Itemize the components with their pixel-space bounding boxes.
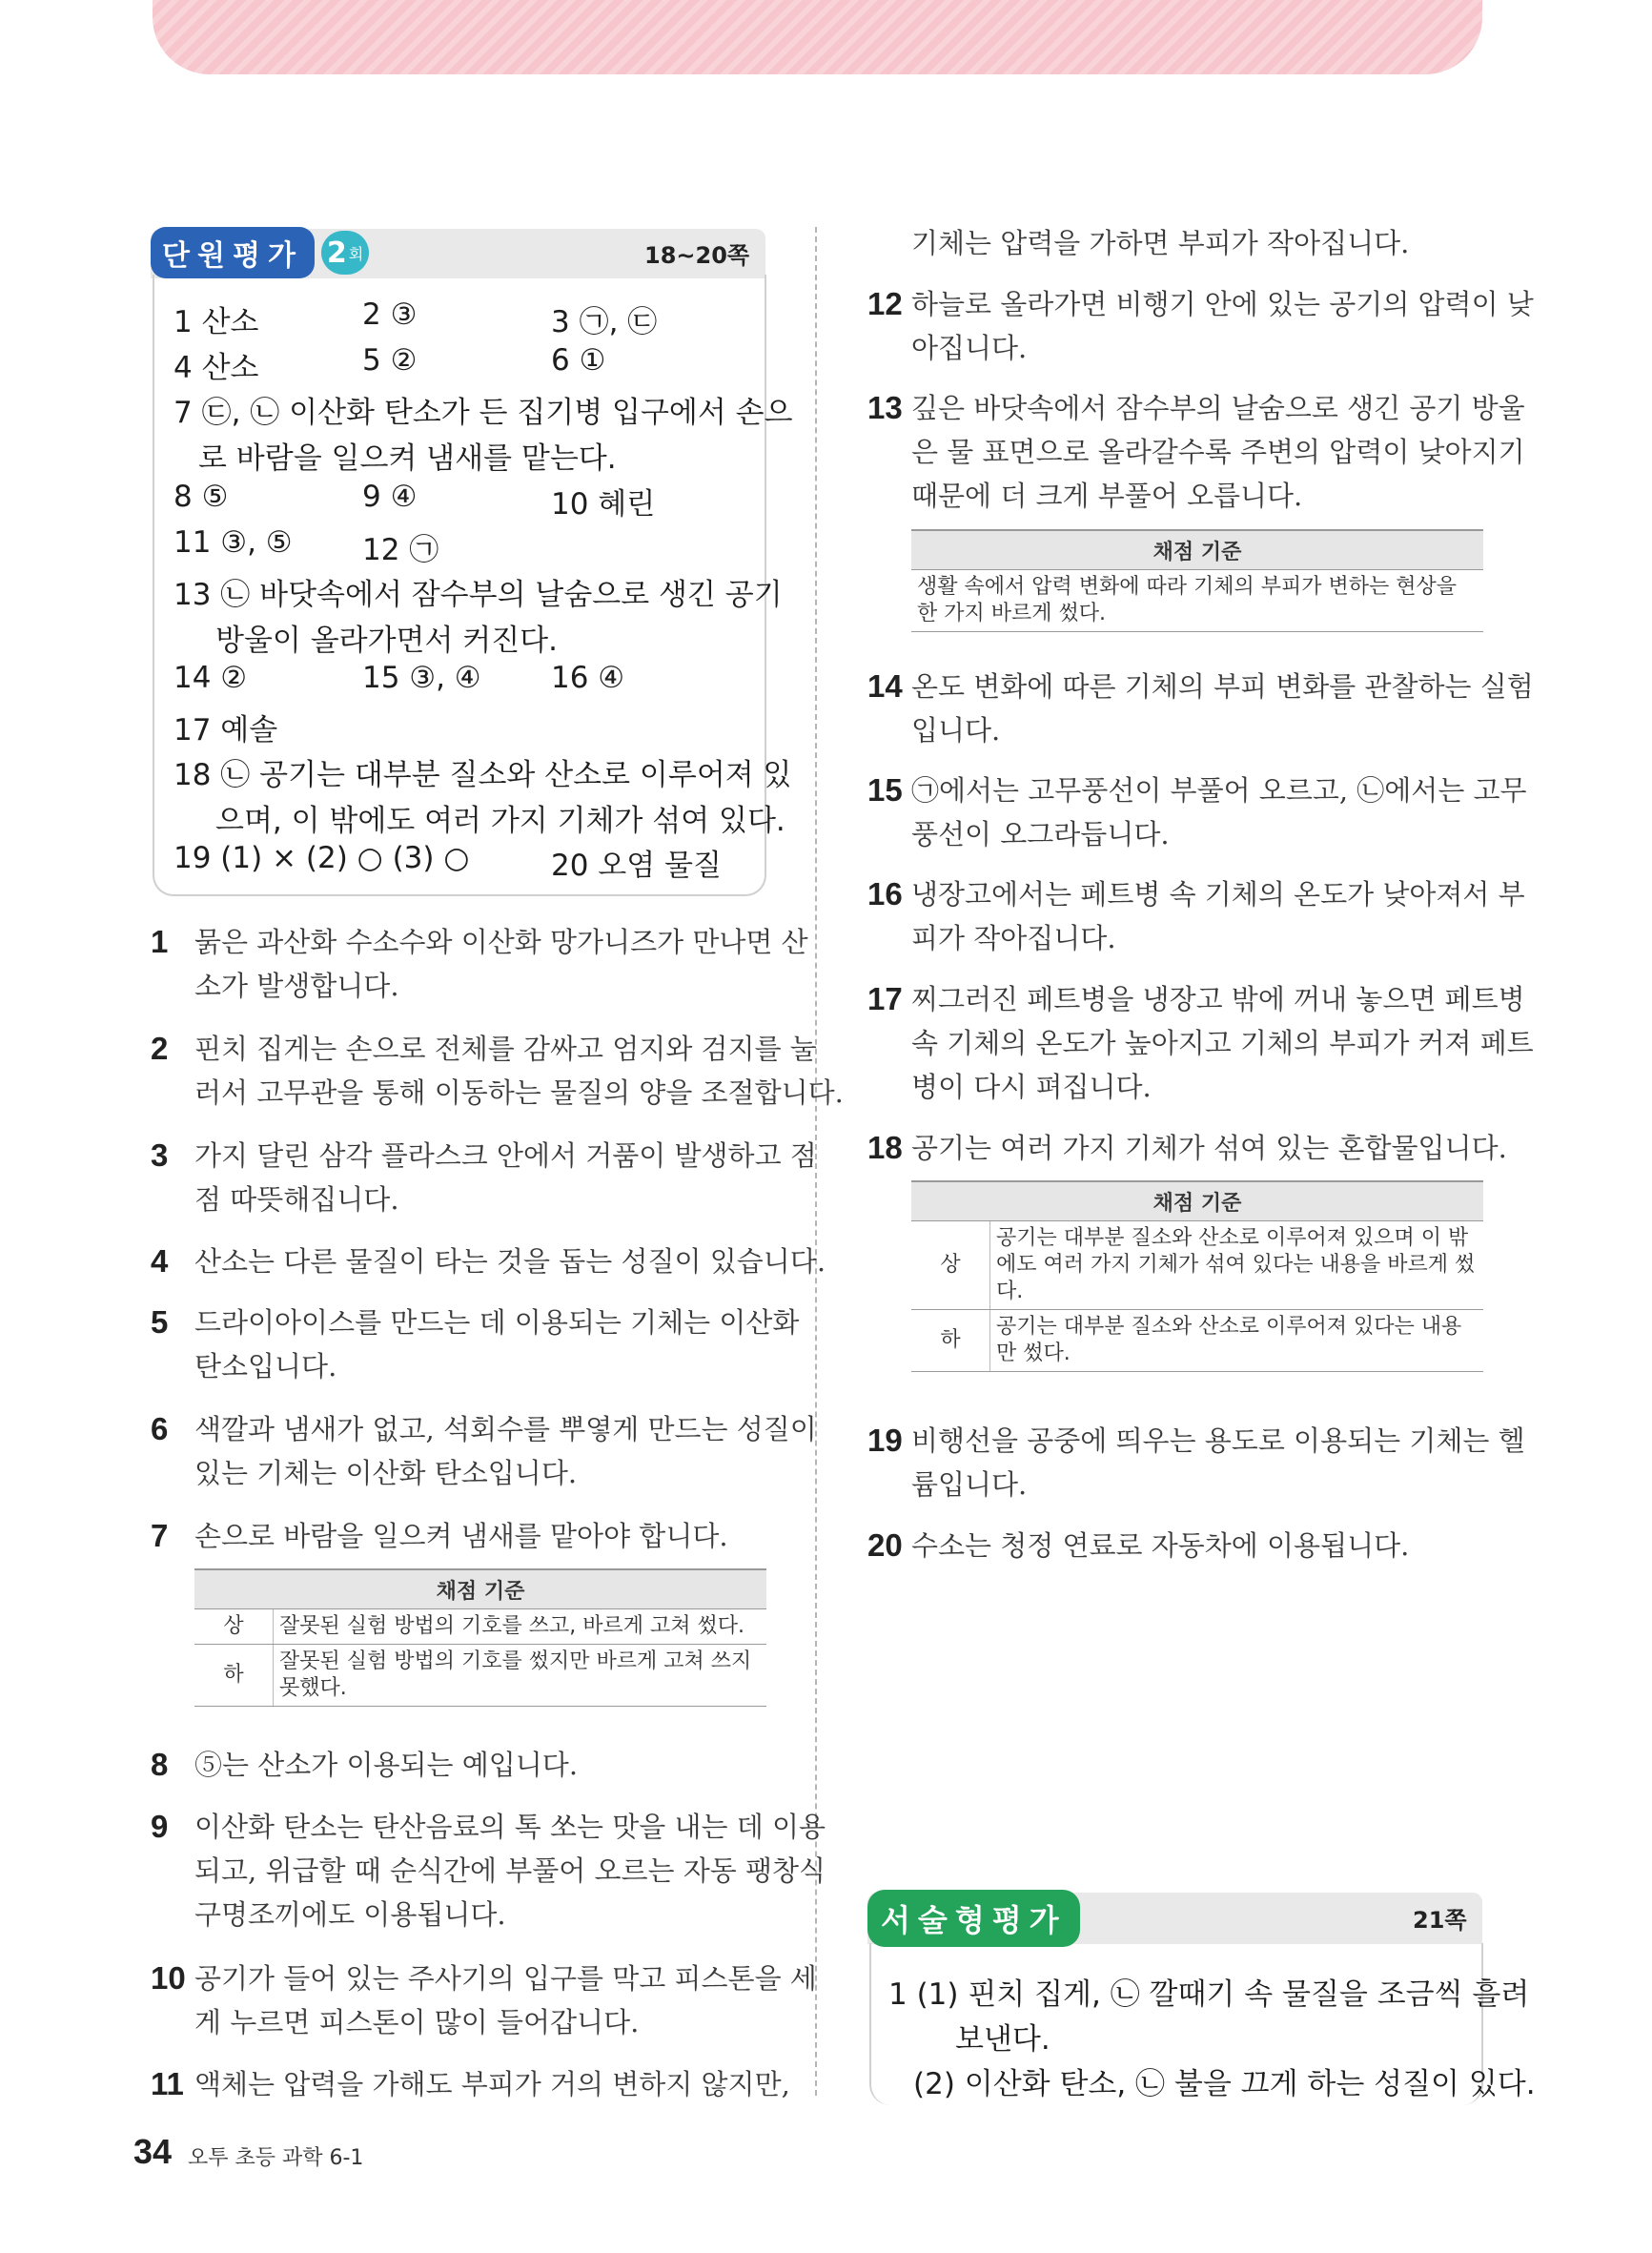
answer-7-line1: 7 ㉢, ㉡ 이산화 탄소가 든 집기병 입구에서 손으 xyxy=(173,396,793,430)
expl-line: 색깔과 냄새가 없고, 석회수를 뿌옇게 만드는 성질이 xyxy=(194,1413,817,1445)
answer-18-line2: 으며, 이 밖에도 여러 가지 기체가 섞여 있다. xyxy=(215,804,785,838)
expl-line: 공기가 들어 있는 주사기의 입구를 막고 피스톤을 세 xyxy=(194,1962,817,1995)
expl-num: 2 xyxy=(151,1031,169,1066)
answer-16: 16 ④ xyxy=(551,661,625,695)
answer-1: 1 산소 xyxy=(173,305,259,339)
page-number: 34 xyxy=(133,2132,173,2171)
book-title: 오투 초등 과학 6-1 xyxy=(188,2146,364,2170)
unit-eval-page-range: 18~20쪽 xyxy=(644,242,750,269)
table-row xyxy=(911,570,1483,632)
expl-line: 가지 달린 삼각 플라스크 안에서 거품이 발생하고 점 xyxy=(194,1139,817,1172)
expl-line: 온도 변화에 따른 기체의 부피 변화를 관찰하는 실험 xyxy=(911,670,1534,703)
essay-answer-line3: (2) 이산화 탄소, ㉡ 불을 끄게 하는 성질이 있다. xyxy=(913,2067,1536,2101)
expl-num: 11 xyxy=(151,2066,184,2101)
answer-13-line2: 방울이 올라가면서 커진다. xyxy=(215,624,558,658)
answer-14: 14 ② xyxy=(173,661,248,695)
expl-line: 기체는 압력을 가하면 부피가 작아집니다. xyxy=(911,227,1410,259)
expl-line: 되고, 위급할 때 순식간에 부풀어 오르는 자동 팽창식 xyxy=(194,1854,826,1887)
scoring-table-7 xyxy=(194,1568,766,1707)
answer-10: 10 혜린 xyxy=(551,487,656,522)
answer-13-line1: 13 ㉡ 바닷속에서 잠수부의 날숨으로 생긴 공기 xyxy=(173,578,783,612)
answer-5: 5 ② xyxy=(362,343,418,378)
expl-num: 3 xyxy=(151,1137,169,1173)
expl-num: 17 xyxy=(867,981,903,1016)
round-number: 2 xyxy=(326,236,347,270)
answer-11: 11 ③, ⑤ xyxy=(173,525,293,560)
expl-line: 풍선이 오그라듭니다. xyxy=(911,818,1170,850)
answer-18-line1: 18 ㉡ 공기는 대부분 질소와 산소로 이루어져 있 xyxy=(173,758,792,792)
expl-line: 묽은 과산화 수소수와 이산화 망가니즈가 만나면 산 xyxy=(194,926,808,958)
expl-line: 점 따뜻해집니다. xyxy=(194,1183,399,1216)
expl-line: 핀치 집게는 손으로 전체를 감싸고 엄지와 검지를 눌 xyxy=(194,1033,817,1065)
top-decorative-band xyxy=(153,0,1482,74)
expl-line: 냉장고에서는 페트병 속 기체의 온도가 낮아져서 부 xyxy=(911,878,1525,911)
criteria-cell: 잘못된 실험 방법의 기호를 쓰고, 바르게 고쳐 썼다. xyxy=(274,1609,767,1645)
expl-line: 이산화 탄소는 탄산음료의 톡 쏘는 맛을 내는 데 이용 xyxy=(194,1811,826,1843)
expl-line: 륨입니다. xyxy=(911,1468,1028,1501)
scoring-table-13 xyxy=(911,529,1483,632)
essay-answer-line2: 보낸다. xyxy=(955,2022,1050,2057)
answer-3: 3 ㉠, ㉢ xyxy=(551,305,658,339)
expl-num: 13 xyxy=(867,390,903,425)
expl-line: 찌그러진 페트병을 냉장고 밖에 꺼내 놓으면 페트병 xyxy=(911,983,1525,1015)
expl-num: 6 xyxy=(151,1411,169,1446)
answer-15: 15 ③, ④ xyxy=(362,661,481,695)
criteria-cell: 공기는 대부분 질소와 산소로 이루어져 있으며 이 밖에도 여러 가지 기체가 섞여 있다는 내용을 바르게 썼다. xyxy=(990,1221,1484,1310)
expl-num: 18 xyxy=(867,1130,903,1165)
expl-line: 아집니다. xyxy=(911,332,1028,364)
expl-line: 드라이아이스를 만드는 데 이용되는 기체는 이산화 xyxy=(194,1306,800,1339)
expl-line: 구명조끼에도 이용됩니다. xyxy=(194,1898,506,1931)
scoring-table-18 xyxy=(911,1180,1483,1372)
table-row xyxy=(194,1645,766,1707)
answer-12: 12 ㉠ xyxy=(362,533,439,567)
expl-num: 10 xyxy=(151,1960,186,1996)
table-header: 채점 기준 xyxy=(911,1181,1483,1221)
answer-8: 8 ⑤ xyxy=(173,480,229,514)
expl-line: ㉠에서는 고무풍선이 부풀어 오르고, ㉡에서는 고무 xyxy=(911,774,1527,807)
expl-num: 5 xyxy=(151,1304,169,1340)
expl-num: 19 xyxy=(867,1423,903,1458)
table-row xyxy=(194,1609,766,1645)
round-badge xyxy=(321,231,369,275)
essay-eval-page: 21쪽 xyxy=(1413,1907,1467,1934)
criteria-cell: 잘못된 실험 방법의 기호를 썼지만 바르게 고쳐 쓰지 못했다. xyxy=(274,1645,767,1707)
expl-line: 때문에 더 크게 부풀어 오릅니다. xyxy=(911,480,1303,512)
answer-20: 20 오염 물질 xyxy=(551,849,722,883)
table-header: 채점 기준 xyxy=(911,530,1483,570)
essay-answer-line1: 1 (1) 핀치 집게, ㉡ 깔때기 속 물질을 조금씩 흘려 xyxy=(888,1977,1530,2012)
criteria-cell: 생활 속에서 압력 변화에 따라 기체의 부피가 변하는 현상을 한 가지 바르게 썼다. xyxy=(911,570,1483,632)
expl-num: 7 xyxy=(151,1518,169,1553)
level-cell: 상 xyxy=(911,1221,990,1310)
answer-17: 17 예솔 xyxy=(173,713,278,748)
expl-line: 손으로 바람을 일으켜 냄새를 맡아야 합니다. xyxy=(194,1520,728,1552)
expl-num: 12 xyxy=(867,286,903,321)
expl-line: 공기는 여러 가지 기체가 섞여 있는 혼합물입니다. xyxy=(911,1132,1507,1164)
expl-line: 소가 발생합니다. xyxy=(194,970,399,1002)
expl-line: 탄소입니다. xyxy=(194,1350,337,1383)
expl-line: 병이 다시 펴집니다. xyxy=(911,1071,1152,1103)
unit-eval-title: 단원평가 xyxy=(151,227,315,278)
table-row xyxy=(911,1221,1483,1310)
answer-19: 19 (1) × (2) ○ (3) ○ xyxy=(173,841,470,875)
level-cell: 상 xyxy=(194,1609,274,1645)
table-row xyxy=(911,1310,1483,1372)
expl-line: 산소는 다른 물질이 타는 것을 돕는 성질이 있습니다. xyxy=(194,1245,826,1278)
criteria-cell: 공기는 대부분 질소와 산소로 이루어져 있다는 내용만 썼다. xyxy=(990,1310,1484,1372)
expl-line: 깊은 바닷속에서 잠수부의 날숨으로 생긴 공기 방울 xyxy=(911,392,1525,424)
expl-line: 있는 기체는 이산화 탄소입니다. xyxy=(194,1457,578,1489)
answer-7-line2: 로 바람을 일으켜 냄새를 맡는다. xyxy=(198,441,617,476)
expl-num: 1 xyxy=(151,924,169,959)
expl-line: 비행선을 공중에 띄우는 용도로 이용되는 기체는 헬 xyxy=(911,1424,1525,1457)
round-suffix: 회 xyxy=(348,244,364,263)
level-cell: 하 xyxy=(911,1310,990,1372)
expl-line: 러서 고무관을 통해 이동하는 물질의 양을 조절합니다. xyxy=(194,1076,844,1109)
expl-line: 하늘로 올라가면 비행기 안에 있는 공기의 압력이 낮 xyxy=(911,288,1534,320)
expl-num: 4 xyxy=(151,1243,169,1279)
expl-line: 수소는 청정 연료로 자동차에 이용됩니다. xyxy=(911,1529,1410,1562)
expl-num: 16 xyxy=(867,876,903,911)
answer-2: 2 ③ xyxy=(362,297,418,332)
answer-9: 9 ④ xyxy=(362,480,418,514)
expl-line: 액체는 압력을 가해도 부피가 거의 변하지 않지만, xyxy=(194,2068,790,2100)
expl-num: 15 xyxy=(867,772,903,808)
essay-eval-title: 서술형평가 xyxy=(867,1890,1080,1947)
expl-num: 14 xyxy=(867,668,903,704)
expl-num: 20 xyxy=(867,1527,903,1563)
answer-4: 4 산소 xyxy=(173,351,259,385)
expl-line: ⑤는 산소가 이용되는 예입니다. xyxy=(194,1749,579,1781)
expl-line: 은 물 표면으로 올라갈수록 주변의 압력이 낮아지기 xyxy=(911,436,1525,468)
answer-6: 6 ① xyxy=(551,343,606,378)
expl-line: 피가 작아집니다. xyxy=(911,922,1116,954)
expl-num: 8 xyxy=(151,1747,169,1782)
table-header: 채점 기준 xyxy=(194,1569,766,1609)
level-cell: 하 xyxy=(194,1645,274,1707)
expl-line: 게 누르면 피스톤이 많이 들어갑니다. xyxy=(194,2006,640,2038)
expl-line: 속 기체의 온도가 높아지고 기체의 부피가 커져 페트 xyxy=(911,1027,1534,1059)
expl-line: 입니다. xyxy=(911,714,1001,747)
expl-num: 9 xyxy=(151,1809,169,1844)
